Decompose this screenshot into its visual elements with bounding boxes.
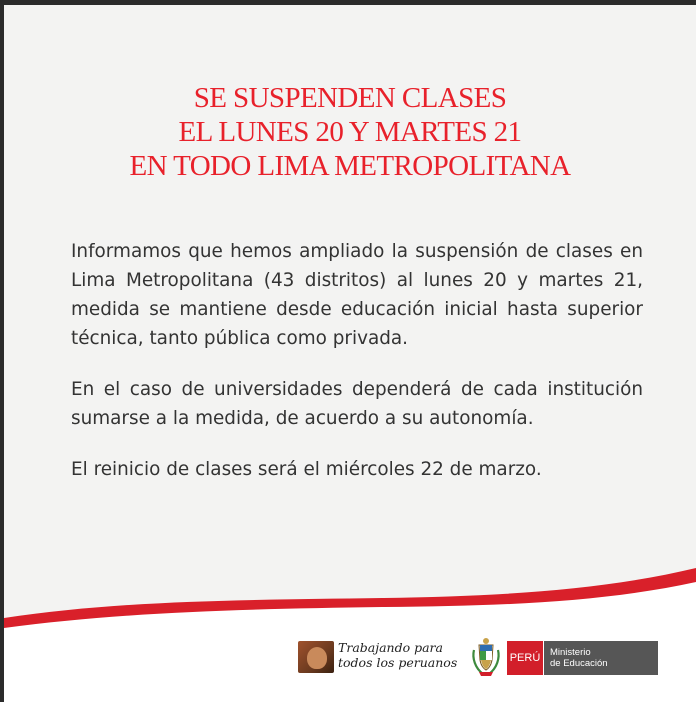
headline-line-3: EN TODO LIMA METROPOLITANA [129,150,571,182]
headline-line-2: EL LUNES 20 Y MARTES 21 [178,116,522,148]
national-seal-icon [471,636,501,678]
ministry-line-1: Ministerio [550,647,591,658]
announcement-body [71,237,643,506]
paragraph-restart: El reinicio de clases será el miércoles 22 de marzo. [71,459,542,480]
slogan-line-2: todos los peruanos [338,655,458,670]
paragraph-suspension: Informamos que hemos ampliado la suspensión de clases en Lima Metropolitana (43 distritos) al lunes 20 y martes 21, medida se mantiene desde educación inicial hasta superior técnica, tanto pública como privada. [71,241,643,349]
announcement-card [4,5,696,702]
ministry-badge [543,641,658,675]
headline-line-1: SE SUSPENDEN CLASES [193,82,507,114]
footer-logos [298,633,658,683]
portrait-photo [298,641,334,673]
ministry-line-2: de Educación [550,658,608,669]
paragraph-universities: En el caso de universidades dependerá de cada institución sumarse a la medida, de acuerdo a su autonomía. [71,379,643,429]
slogan [338,640,458,670]
peru-badge: PERÚ [507,641,543,675]
slogan-line-1: Trabajando para [338,640,443,655]
headline [4,81,696,183]
